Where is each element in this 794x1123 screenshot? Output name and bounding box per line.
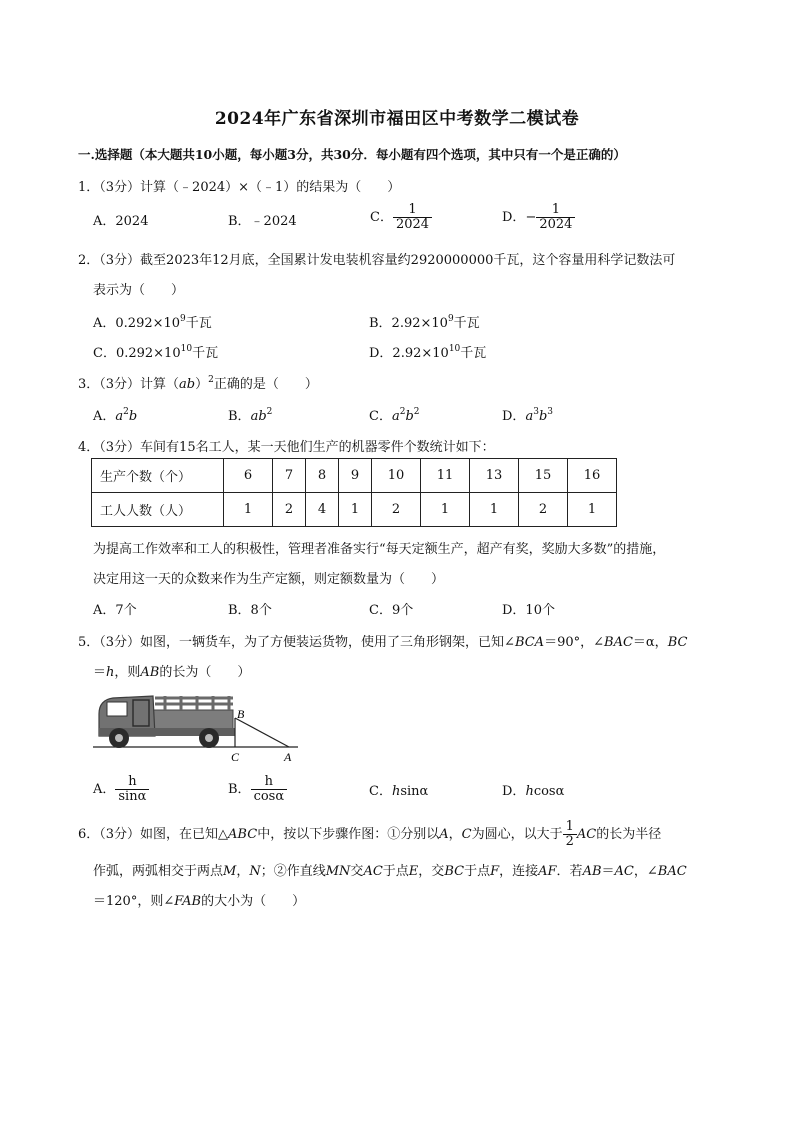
question-3-stem bbox=[78, 373, 318, 392]
exponent: 9 bbox=[447, 314, 454, 324]
q1-option-d-fraction bbox=[536, 203, 575, 232]
variable: N bbox=[249, 864, 261, 879]
q2-option-d bbox=[369, 342, 486, 361]
variable: BAC bbox=[604, 635, 633, 650]
stem-text: ， bbox=[448, 827, 462, 842]
table-cell: 8 bbox=[306, 459, 339, 493]
question-4-text-line-1: 为提高工作效率和工人的积极性，管理者准备实行“每天定额生产，超产有奖，奖励大多数”的措施， bbox=[93, 542, 666, 557]
stem-text: ；②作直线 bbox=[260, 864, 326, 879]
variable: ab bbox=[250, 409, 267, 424]
variable: AC bbox=[614, 864, 634, 879]
variable: b bbox=[538, 409, 548, 424]
table-cell: 1 bbox=[224, 493, 273, 527]
unit: 千瓦 bbox=[192, 346, 219, 361]
stem-text: ，∠ bbox=[633, 864, 658, 879]
q5-option-d bbox=[502, 780, 564, 799]
q1-option-c-fraction bbox=[393, 203, 432, 232]
question-6-stem-line-2 bbox=[93, 860, 687, 879]
exponent: 2 bbox=[266, 407, 273, 417]
option-label: B． bbox=[228, 409, 251, 424]
table-cell: 2 bbox=[372, 493, 421, 527]
table-cell: 6 bbox=[224, 459, 273, 493]
exponent: 3 bbox=[547, 407, 553, 417]
stem-text: ， bbox=[236, 864, 250, 879]
stem-text: ＝ bbox=[601, 864, 615, 879]
question-4-text-line-2: 决定用这一天的众数来作为生产定额，则定额数量为（ ） bbox=[93, 572, 445, 587]
exponent: 10 bbox=[180, 344, 193, 354]
q2-option-b bbox=[369, 312, 480, 331]
stem-text: 中，按以下步骤作图：①分别以 bbox=[257, 827, 440, 842]
option-label: B． bbox=[228, 782, 251, 797]
section-heading: 一.选择题（本大题共10小题，每小题3分，共30分．每小题有四个选项，其中只有一个是正确的） bbox=[78, 147, 626, 162]
q3-option-d bbox=[502, 405, 553, 424]
q1-option-b: B．﹣2024 bbox=[228, 214, 297, 229]
option-label: A． bbox=[93, 782, 116, 797]
point-b-label: B bbox=[237, 707, 245, 721]
stem-text: 正确的是（ ） bbox=[213, 377, 318, 392]
variable: AB bbox=[582, 864, 602, 879]
table-cell: 15 bbox=[519, 459, 568, 493]
stem-text: ＝120°，则∠ bbox=[93, 894, 175, 909]
fraction-denominator: sinα bbox=[118, 789, 147, 804]
table-row bbox=[92, 459, 617, 493]
q5-option-a bbox=[93, 775, 149, 804]
variable: BC bbox=[667, 635, 688, 650]
stem-text: 交 bbox=[350, 864, 364, 879]
table-cell: 2 bbox=[273, 493, 306, 527]
fraction-numerator: 1 bbox=[563, 820, 577, 835]
q5-option-b bbox=[228, 775, 287, 804]
exponent: 2 bbox=[413, 407, 420, 417]
variable: h bbox=[525, 784, 534, 799]
variable: h bbox=[106, 665, 115, 680]
variable: b bbox=[405, 409, 414, 424]
stem-text: 3．（3分）计算（ bbox=[78, 377, 180, 392]
stem-text: 为圆心，以大于 bbox=[471, 827, 563, 842]
question-6-stem-line-3 bbox=[93, 890, 305, 909]
variable: FAB bbox=[174, 894, 202, 909]
table-cell: 1 bbox=[568, 493, 617, 527]
exponent: 2 bbox=[399, 407, 406, 417]
exponent: 2 bbox=[123, 407, 129, 417]
q3-option-a bbox=[93, 405, 137, 424]
table-row-header: 工人人数（人） bbox=[92, 493, 224, 527]
unit: 千瓦 bbox=[185, 316, 212, 331]
option-text: D．2.92×10 bbox=[369, 346, 449, 361]
truck-ramp-figure bbox=[93, 688, 303, 766]
variable: M bbox=[223, 864, 237, 879]
variable: E bbox=[408, 864, 419, 879]
variable: a bbox=[391, 409, 400, 424]
variable: a bbox=[115, 409, 124, 424]
table-cell: 1 bbox=[470, 493, 519, 527]
q2-option-a bbox=[93, 312, 212, 331]
table-row bbox=[92, 493, 617, 527]
truck-rails bbox=[155, 696, 233, 710]
table-row-header: 生产个数（个） bbox=[92, 459, 224, 493]
q1-option-a: A．2024 bbox=[93, 214, 149, 229]
question-4-stem: 4．（3分）车间有15名工人，某一天他们生产的机器零件个数统计如下： bbox=[78, 440, 495, 455]
q1-option-c-label: C． bbox=[370, 210, 393, 225]
point-a-label: A bbox=[284, 750, 292, 764]
variable: a bbox=[525, 409, 534, 424]
question-2-stem-line-1: 2．（3分）截至2023年12月底，全国累计发电装机容量约2920000000千瓦，这个容量用科学记数法可 bbox=[78, 253, 676, 268]
option-text: sinα bbox=[400, 784, 429, 799]
fraction-denominator: 2 bbox=[565, 834, 574, 849]
stem-text: 6．（3分）如图，在已知△ bbox=[78, 827, 229, 842]
stem-text: ，则 bbox=[114, 665, 141, 680]
option-label: D． bbox=[502, 409, 526, 424]
stem-text: ，交 bbox=[418, 864, 445, 879]
stem-text: 作弧，两弧相交于两点 bbox=[93, 864, 224, 879]
exponent: 10 bbox=[448, 344, 461, 354]
table-cell: 13 bbox=[470, 459, 519, 493]
q5-option-b-fraction bbox=[251, 775, 288, 804]
option-text: cosα bbox=[533, 784, 565, 799]
question-5-stem-line-1 bbox=[78, 631, 687, 650]
variable: AB bbox=[140, 665, 160, 680]
stem-text: 的大小为（ ） bbox=[201, 894, 306, 909]
q5-option-c bbox=[369, 780, 428, 799]
variable: A bbox=[439, 827, 449, 842]
table-cell: 7 bbox=[273, 459, 306, 493]
option-label: A． bbox=[93, 409, 116, 424]
variable: ABC bbox=[228, 827, 258, 842]
one-half-fraction bbox=[563, 820, 577, 849]
cab-window bbox=[107, 702, 127, 716]
option-text: C．0.292×10 bbox=[93, 346, 181, 361]
fraction-numerator: h bbox=[251, 775, 288, 790]
minus-sign: − bbox=[525, 210, 537, 225]
q1-option-d bbox=[502, 203, 575, 232]
variable: AC bbox=[363, 864, 383, 879]
option-label: C． bbox=[369, 784, 392, 799]
ramp-side-ab bbox=[235, 718, 289, 747]
stem-text: ＝90°，∠ bbox=[544, 635, 605, 650]
question-1-stem: 1．（3分）计算（﹣2024）×（﹣1）的结果为（ ） bbox=[78, 180, 401, 195]
variable: h bbox=[391, 784, 401, 799]
q1-option-d-label: D． bbox=[502, 210, 526, 225]
table-cell: 2 bbox=[519, 493, 568, 527]
unit: 千瓦 bbox=[460, 346, 487, 361]
option-label: D． bbox=[502, 784, 526, 799]
variable: C bbox=[461, 827, 472, 842]
exponent: 3 bbox=[533, 407, 539, 417]
stem-text: 的长为半径 bbox=[596, 827, 662, 842]
variable: b bbox=[128, 409, 138, 424]
option-text: A．0.292×10 bbox=[93, 316, 181, 331]
table-cell: 4 bbox=[306, 493, 339, 527]
stem-text: 的长为（ ） bbox=[159, 665, 251, 680]
table-cell: 16 bbox=[568, 459, 617, 493]
q4-option-c: C．9个 bbox=[369, 603, 414, 618]
fraction-denominator: 2024 bbox=[395, 217, 430, 232]
variable: BCA bbox=[514, 635, 545, 650]
fraction-numerator: 1 bbox=[536, 203, 575, 218]
table-cell: 1 bbox=[421, 493, 470, 527]
variable: F bbox=[490, 864, 500, 879]
q1-option-c bbox=[370, 203, 432, 232]
variable: ab bbox=[179, 377, 196, 392]
stem-text: ＝α， bbox=[632, 635, 668, 650]
question-2-stem-line-2: 表示为（ ） bbox=[93, 283, 185, 298]
fraction-denominator: cosα bbox=[253, 789, 285, 804]
question-5-stem-line-2 bbox=[93, 661, 250, 680]
stem-text: ．若 bbox=[556, 864, 583, 879]
variable: BAC bbox=[657, 864, 687, 879]
q3-option-c bbox=[369, 405, 420, 424]
q3-option-b bbox=[228, 405, 272, 424]
q4-option-a: A．7个 bbox=[93, 603, 137, 618]
stem-text: ，连接 bbox=[499, 864, 539, 879]
production-count-table bbox=[91, 458, 617, 527]
point-c-label: C bbox=[231, 750, 240, 764]
table-cell: 1 bbox=[339, 493, 372, 527]
stem-text: ＝ bbox=[93, 665, 107, 680]
exam-title: 2024年广东省深圳市福田区中考数学二模试卷 bbox=[214, 109, 580, 129]
variable: AC bbox=[576, 827, 597, 842]
option-text: B．2.92×10 bbox=[369, 316, 448, 331]
stem-text: ） bbox=[195, 377, 209, 392]
variable: AF bbox=[538, 864, 557, 879]
exponent: 2 bbox=[208, 375, 214, 385]
q5-option-a-fraction bbox=[115, 775, 149, 804]
variable: BC bbox=[444, 864, 465, 879]
q4-option-d: D．10个 bbox=[502, 603, 555, 618]
table-cell: 9 bbox=[339, 459, 372, 493]
exponent: 9 bbox=[180, 314, 186, 324]
option-label: C． bbox=[369, 409, 392, 424]
variable: MN bbox=[325, 864, 351, 879]
stem-text: 于点 bbox=[464, 864, 491, 879]
q2-option-c bbox=[93, 342, 218, 361]
stem-text: 5．（3分）如图，一辆货车，为了方便装运货物，使用了三角形钢架，已知∠ bbox=[78, 635, 515, 650]
table-cell: 10 bbox=[372, 459, 421, 493]
q4-option-b: B．8个 bbox=[228, 603, 272, 618]
stem-text: 于点 bbox=[382, 864, 409, 879]
table-cell: 11 bbox=[421, 459, 470, 493]
fraction-denominator: 2024 bbox=[539, 217, 573, 232]
unit: 千瓦 bbox=[453, 316, 480, 331]
fraction-numerator: 1 bbox=[393, 203, 432, 218]
fraction-numerator: h bbox=[115, 775, 149, 790]
question-6-stem-line-1 bbox=[78, 820, 661, 849]
